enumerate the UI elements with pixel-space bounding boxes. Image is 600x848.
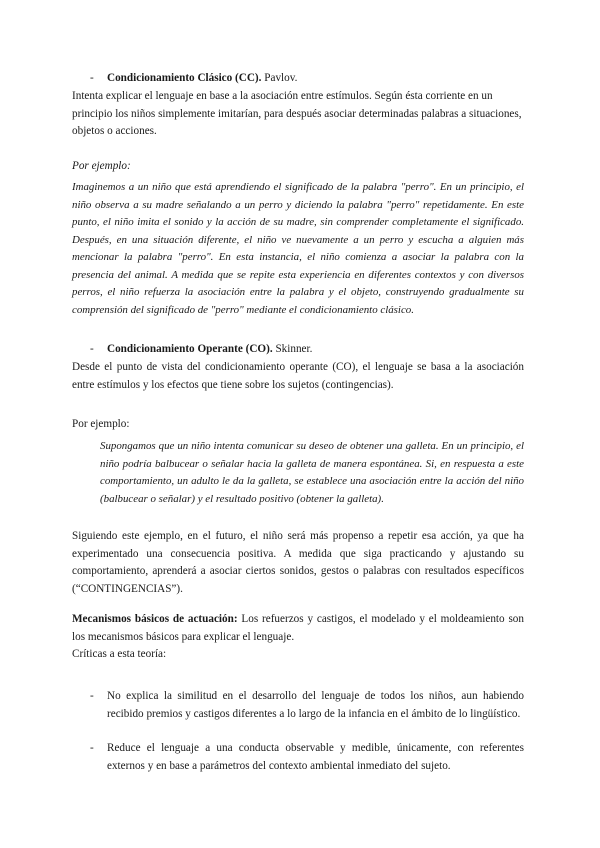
- cc-example-label: Por ejemplo:: [72, 160, 131, 172]
- cc-example-text: Imaginemos a un niño que está aprendiendo el significado de la palabra "perro". En un principio, el niño observa a su madre señalando a un perro y diciendo la palabra "perro" repetidamente. En este punto, el niño imita el sonido y la acción de su madre, sin comprender completamente el significado. Después, en una situación diferente, el niño ve nuevamente a un perro y escucha a alguien más mencionar la palabra "perro". En esta instancia, el niño comienza a asociar la palabra con la presencia del animal. A medida que se repite esta experiencia en diferentes contextos y con diversos perros, el niño refuerza la asociación entre la palabra y el objeto, construyendo gradualmente su comprensión del significado de "perro" mediante el condicionamiento clásico.: [72, 181, 524, 316]
- criticas-title: Críticas a esta teoría:: [72, 648, 167, 660]
- co-followup: Siguiendo este ejemplo, en el futuro, el niño será más propenso a repetir esa acción, ya que ha experimentado una consecuencia positiva. A medida que siga practicando y ajustando su comportamiento, aprenderá a asociar ciertos sonidos, gestos o palabras con resultados específicos (“CONTINGENCIAS”).: [72, 530, 524, 595]
- cc-heading: Condicionamiento Clásico (CC).: [107, 72, 262, 84]
- co-heading: Condicionamiento Operante (CO).: [107, 343, 273, 355]
- mechanisms-paragraph: [72, 611, 524, 646]
- co-author: Skinner.: [272, 343, 313, 355]
- list-item-text: No explica la similitud en el desarrollo del lenguaje de todos los niños, aun habiendo recibido premios y castigos diferentes a lo largo de la infancia en el ámbito de lo lingüístico.: [107, 690, 524, 720]
- list-bullet: -: [90, 690, 94, 702]
- cc-author: Pavlov.: [261, 72, 298, 84]
- list-bullet: -: [90, 742, 94, 754]
- mechanisms-label: Mecanismos básicos de actuación:: [72, 613, 238, 625]
- co-bullet: -: [90, 343, 94, 355]
- co-example-text: Supongamos que un niño intenta comunicar su deseo de obtener una galleta. En un principio, el niño podría balbucear o señalar hacia la galleta de manera espontánea. Si, en respuesta a este comportamiento, un adulto le da la galleta, se establece una asociación entre la acción del niño (balbucear o señalar) y el resultado positivo (obtener la galleta).: [100, 440, 524, 505]
- co-intro: Desde el punto de vista del condicionamiento operante (CO), el lenguaje se basa a la asociación entre estímulos y los efectos que tiene sobre los sujetos (contingencias).: [72, 361, 524, 391]
- mechanisms-text: Los refuerzos y castigos, el modelado y el moldeamiento son los mecanismos básicos para explicar el lenguaje.: [72, 613, 524, 643]
- co-example-label: Por ejemplo:: [72, 418, 130, 430]
- cc-bullet: -: [90, 72, 94, 84]
- cc-intro: Intenta explicar el lenguaje en base a la asociación entre estímulos. Según ésta corriente en un principio los niños simplemente imitarían, para después asociar determinadas palabras a situaciones, objetos o acciones.: [72, 90, 522, 138]
- list-item-text: Reduce el lenguaje a una conducta observable y medible, únicamente, con referentes externos y en base a parámetros del contexto ambiental inmediato del sujeto.: [107, 742, 524, 772]
